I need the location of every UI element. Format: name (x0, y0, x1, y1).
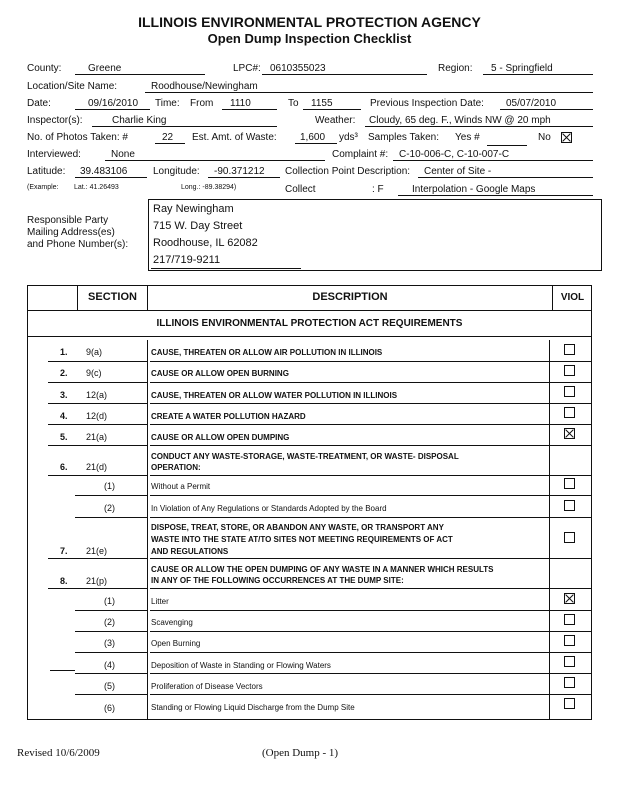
phone-numbers-label: and Phone Number(s): (27, 239, 129, 250)
row-1-viol-checkbox[interactable] (564, 344, 575, 355)
row-5-section: 21(a) (86, 432, 108, 442)
row-1-section: 9(a) (86, 347, 103, 357)
region-label: Region: (438, 63, 473, 74)
row-7-description-line1: DISPOSE, TREAT, STORE, OR ABANDON ANY WASTE, OR TRANSPORT ANY (151, 523, 444, 532)
example-longitude: Long.: -89.38294) (181, 184, 237, 191)
responsible-party-label: Responsible Party (27, 215, 109, 226)
date-label: Date: (27, 98, 51, 109)
row-4-number: 4. (60, 411, 68, 421)
row-1-number: 1. (60, 347, 68, 357)
section-column-header: SECTION (88, 291, 137, 303)
row-8-4-sub: (4) (104, 660, 115, 670)
row-8-1-description: Litter (151, 597, 169, 606)
samples-no-label: No (538, 132, 551, 143)
row-3-description: CAUSE, THREATEN OR ALLOW WATER POLLUTION IN ILLINOIS (151, 391, 398, 400)
photos-value: 22 (155, 132, 185, 144)
row-6-2-viol-checkbox[interactable] (564, 500, 575, 511)
row-2-number: 2. (60, 368, 68, 378)
page-label: (Open Dump - 1) (262, 747, 339, 759)
row-3-section: 12(a) (86, 390, 108, 400)
form-title: Open Dump Inspection Checklist (207, 31, 412, 46)
longitude-value: -90.371212 (208, 166, 280, 178)
row-6-1-sub: (1) (104, 481, 115, 491)
inspectors-label: Inspector(s): (27, 115, 83, 126)
collection-point-value: Center of Site - (418, 166, 593, 178)
row-8-1-sub: (1) (104, 596, 115, 606)
complaint-label: Complaint #: (332, 149, 389, 160)
row-8-4-viol-checkbox[interactable] (564, 656, 575, 667)
row-8-3-viol-checkbox[interactable] (564, 635, 575, 646)
location-label: Location/Site Name: (27, 81, 118, 92)
row-8-description-line2: IN ANY OF THE FOLLOWING OCCURRENCES AT THE DUMP SITE: (151, 576, 404, 585)
samples-yes-label: Yes # (455, 132, 480, 143)
from-label: From (190, 98, 214, 109)
collect-separator: : F (372, 184, 384, 195)
row-8-description-line1: CAUSE OR ALLOW THE OPEN DUMPING OF ANY WASTE IN A MANNER WHICH RESULTS (151, 565, 494, 574)
row-6-2-sub: (2) (104, 503, 115, 513)
row-4-description: CREATE A WATER POLLUTION HAZARD (151, 412, 306, 421)
interviewed-label: Interviewed: (27, 149, 81, 160)
requirements-subheader: ILLINOIS ENVIRONMENTAL PROTECTION ACT REQUIREMENTS (156, 318, 463, 329)
row-6-description-line2: OPERATION: (151, 463, 201, 472)
row-6-1-description: Without a Permit (151, 482, 211, 491)
row-8-6-viol-checkbox[interactable] (564, 698, 575, 709)
photos-label: No. of Photos Taken: # (27, 132, 128, 143)
row-2-section: 9(c) (86, 368, 102, 378)
row-7-viol-checkbox[interactable] (564, 532, 575, 543)
collect-label: Collect (285, 184, 316, 195)
row-8-5-viol-checkbox[interactable] (564, 677, 575, 688)
weather-label: Weather: (315, 115, 356, 126)
rp-city: Roodhouse, IL 62082 (153, 237, 258, 249)
row-5-description: CAUSE OR ALLOW OPEN DUMPING (151, 433, 290, 442)
row-8-number: 8. (60, 576, 68, 586)
collection-point-label: Collection Point Description: (285, 166, 411, 177)
example-label: (Example: (27, 184, 59, 191)
row-7-description-line3: AND REGULATIONS (151, 547, 229, 556)
waste-label: Est. Amt. of Waste: (192, 132, 277, 143)
collection-method-value: Interpolation - Google Maps (398, 184, 593, 196)
location-value: Roodhouse/Newingham (145, 81, 593, 93)
previous-inspection-value: 05/07/2010 (500, 98, 593, 110)
row-8-4-description: Deposition of Waste in Standing or Flowing Waters (151, 661, 331, 670)
row-8-3-description: Open Burning (151, 639, 201, 648)
row-2-viol-checkbox[interactable] (564, 365, 575, 376)
date-value: 09/16/2010 (75, 98, 150, 110)
row-4-section: 12(d) (86, 411, 108, 421)
row-4-viol-checkbox[interactable] (564, 407, 575, 418)
row-3-number: 3. (60, 390, 68, 400)
row-8-1-viol-checkbox[interactable] (564, 593, 575, 604)
row-7-number: 7. (60, 546, 68, 556)
responsible-party-box (148, 199, 602, 271)
row-8-2-sub: (2) (104, 617, 115, 627)
to-label: To (288, 98, 299, 109)
waste-unit: yds³ (339, 132, 358, 143)
row-8-3-sub: (3) (104, 638, 115, 648)
interviewed-value: None (105, 149, 325, 161)
region-value: 5 - Springfield (483, 63, 593, 75)
waste-value: 1,600 (295, 132, 337, 144)
latitude-value: 39.483106 (75, 166, 147, 178)
row-6-number: 6. (60, 462, 68, 472)
row-3-viol-checkbox[interactable] (564, 386, 575, 397)
viol-column-header: VIOL (560, 292, 585, 303)
inspectors-value: Charlie King (92, 115, 277, 127)
longitude-label: Longitude: (153, 166, 200, 177)
rp-phone: 217/719-9211 (153, 254, 221, 266)
revised-date: Revised 10/6/2009 (17, 747, 100, 759)
lpc-value: 0610355023 (262, 63, 427, 75)
description-column-header: DESCRIPTION (312, 291, 388, 303)
samples-no-checkbox[interactable] (561, 132, 572, 143)
row-6-1-viol-checkbox[interactable] (564, 478, 575, 489)
latitude-label: Latitude: (27, 166, 66, 177)
previous-inspection-label: Previous Inspection Date: (370, 98, 484, 109)
complaint-value: C-10-006-C, C-10-007-C (393, 149, 593, 161)
row-8-2-viol-checkbox[interactable] (564, 614, 575, 625)
row-7-section: 21(e) (86, 546, 108, 556)
row-6-section: 21(d) (86, 462, 108, 472)
time-label: Time: (155, 98, 180, 109)
rp-name: Ray Newingham (153, 203, 234, 215)
county-label: County: (27, 63, 62, 74)
weather-value: Cloudy, 65 deg. F., Winds NW @ 20 mph (365, 115, 593, 127)
lpc-label: LPC#: (233, 63, 261, 74)
row-6-description-line1: CONDUCT ANY WASTE-STORAGE, WASTE-TREATMENT, OR WASTE- DISPOSAL (151, 452, 459, 461)
row-1-description: CAUSE, THREATEN OR ALLOW AIR POLLUTION IN ILLINOIS (151, 348, 383, 357)
row-7-description-line2: WASTE INTO THE STATE AT/TO SITES NOT MEETING REQUIREMENTS OF ACT (151, 535, 453, 544)
to-value: 1155 (303, 98, 361, 110)
row-5-viol-checkbox[interactable] (564, 428, 575, 439)
row-8-2-description: Scavenging (151, 618, 193, 627)
rp-street: 715 W. Day Street (153, 220, 243, 232)
row-8-5-sub: (5) (104, 681, 115, 691)
row-2-description: CAUSE OR ALLOW OPEN BURNING (151, 369, 289, 378)
row-8-5-description: Proliferation of Disease Vectors (151, 682, 263, 691)
row-8-section: 21(p) (86, 576, 108, 586)
agency-title: ILLINOIS ENVIRONMENTAL PROTECTION AGENCY (138, 14, 481, 30)
row-5-number: 5. (60, 432, 68, 442)
row-8-6-sub: (6) (104, 703, 115, 713)
from-value: 1110 (222, 98, 277, 110)
mailing-address-label: Mailing Address(es) (27, 227, 115, 238)
samples-label: Samples Taken: (368, 132, 439, 143)
row-6-2-description: In Violation of Any Regulations or Standards Adopted by the Board (151, 504, 387, 513)
example-latitude: Lat.: 41.26493 (74, 184, 119, 191)
county-value: Greene (75, 63, 205, 75)
row-8-6-description: Standing or Flowing Liquid Discharge from the Dump Site (151, 703, 355, 712)
